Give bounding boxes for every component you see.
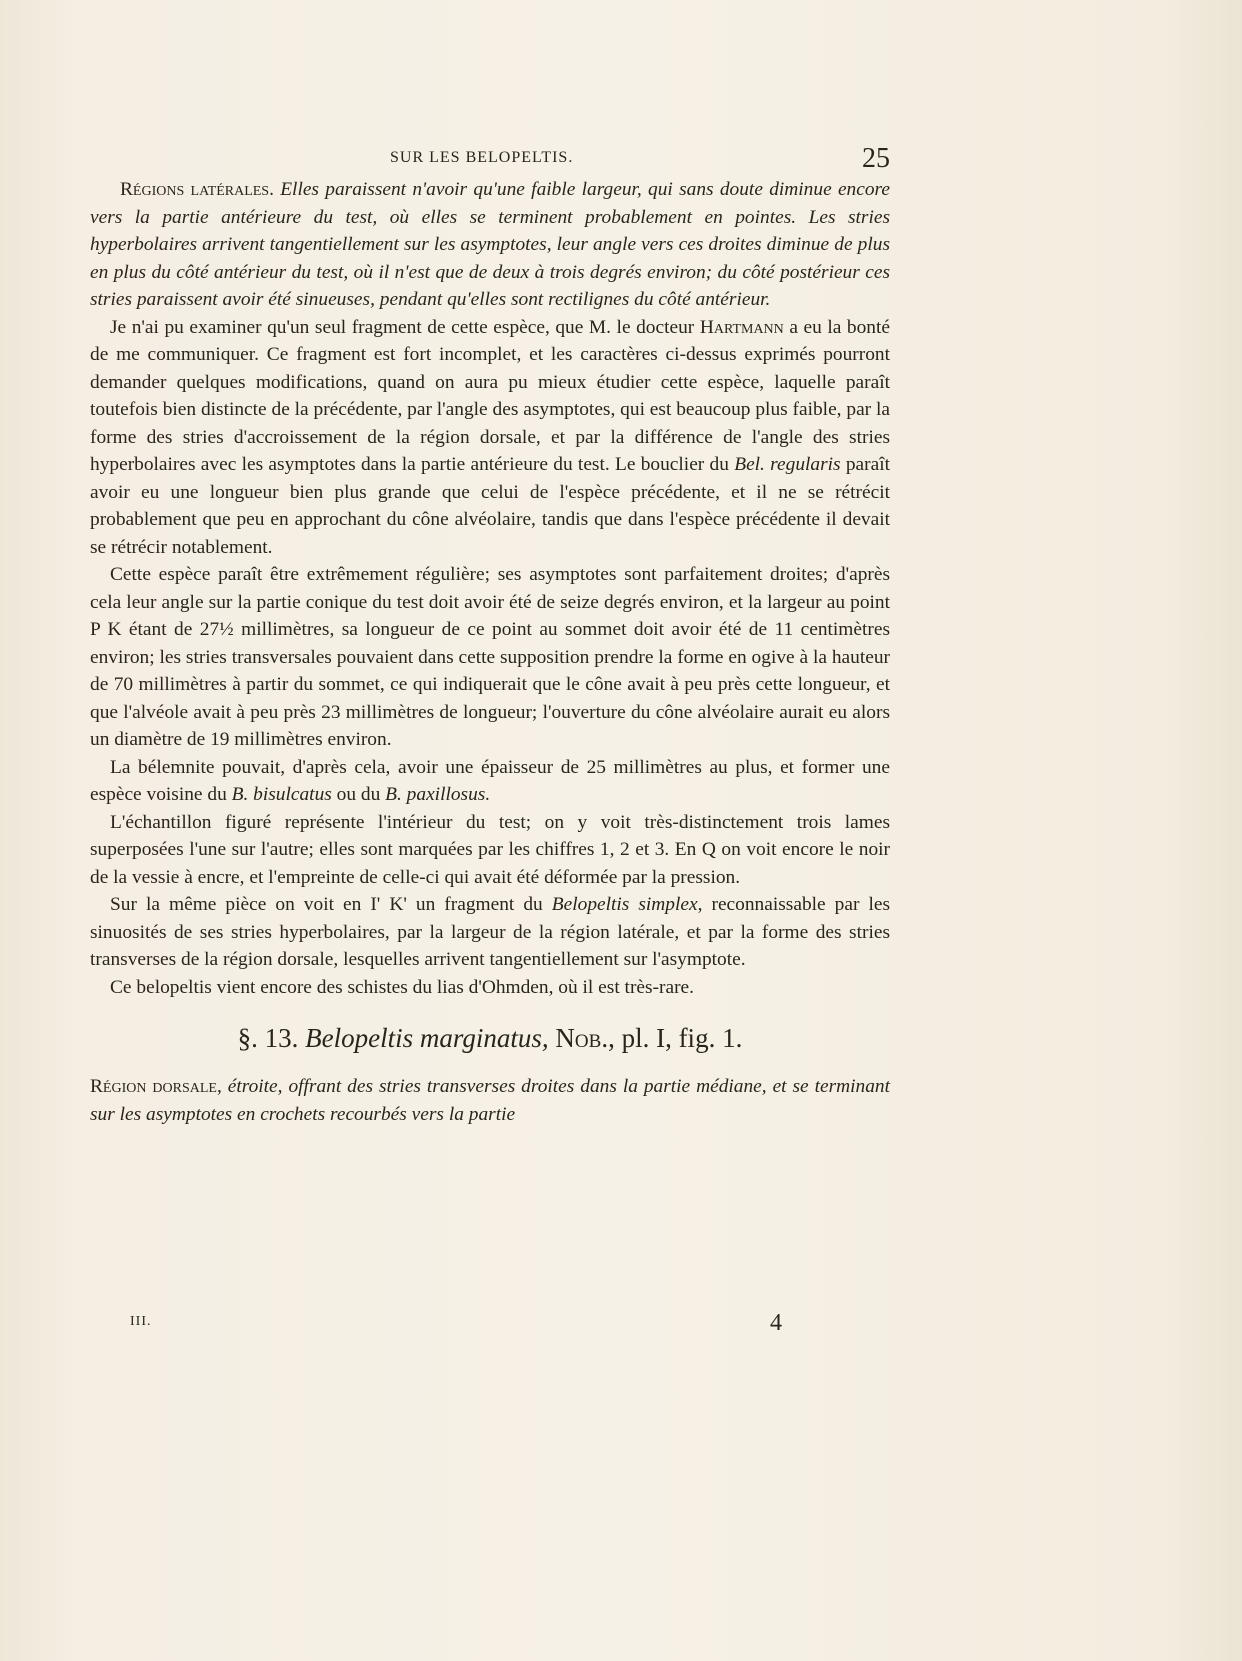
paragraph-text: étroite, offrant des stries transverses droites dans la partie médiane, et se terminant sur les asymptotes en crochets recourbés vers la partie	[90, 1076, 890, 1125]
signature-mark: III.	[130, 1314, 152, 1329]
paragraph-belemnite	[90, 754, 890, 809]
species-name: B. paxillosus.	[385, 784, 491, 805]
page-body	[90, 176, 890, 1128]
paragraph-specimen: L'échantillon figuré représente l'intérieur du test; on y voit très-distinctement trois lames superposées l'une sur l'autre; elles sont marquées par les chiffres 1, 2 et 3. En Q on voit encore le noir de la vessie à encre, et l'empreinte de celle-ci qui avait été déformée par la pression.	[90, 811, 890, 888]
running-head	[90, 143, 890, 177]
text-run: Je n'ai pu examiner qu'un seul fragment de cette espèce, que M. le docteur	[110, 316, 700, 338]
section-authority: Nob.	[555, 1023, 609, 1053]
species-name: Bel. regularis	[734, 454, 841, 475]
paragraph-text: Elles paraissent n'avoir qu'une faible largeur, qui sans doute diminue encore vers la partie antérieure du test, où elles se terminent probablement en pointes. Les stries hyperbolaires arrivent tangentiellement sur les asymptotes, leur angle vers ces droites diminue de plus en plus du côté antérieur du test, où il n'est que de deux à trois degrés environ; du côté postérieur ces stries paraissent avoir été sinueuses, pendant qu'elles sont rectilignes du côté antérieur.	[90, 179, 890, 310]
paragraph-label: Régions latérales.	[120, 179, 274, 200]
text-run: La bélemnite pouvait, d'après cela, avoir une épaisseur de 25 millimètres au plus, et former une espèce voisine du	[90, 756, 890, 805]
running-title: SUR LES BELOPELTIS.	[390, 149, 574, 166]
text-run: , reconnaissable par les sinuosités de ses stries hyperbolaires, par la largeur de la région latérale, et par la forme des stries transverses de la région dorsale, lesquelles arrivent tangentiellement sur l'asymptote.	[90, 894, 891, 970]
text-run: Sur la même pièce on voit en I' K' un fragment du	[110, 894, 552, 915]
paragraph-locality: Ce belopeltis vient encore des schistes du lias d'Ohmden, où il est très-rare.	[110, 976, 694, 998]
page-number: 25	[862, 143, 890, 174]
paragraph-examination	[90, 314, 890, 562]
page-footer	[130, 1310, 830, 1340]
person-name: Hartmann	[699, 316, 784, 338]
species-name: B. bisulcatus	[231, 784, 332, 805]
section-number: §. 13.	[237, 1023, 299, 1053]
section-plate: , pl. I, fig. 1.	[608, 1023, 743, 1053]
paragraph-dorsal-region	[90, 1073, 890, 1128]
text-run: a eu la bonté de me communiquer. Ce fragment est fort incomplet, et les caractères ci-dessus exprimés pourront demander quelques modifications, quand on aura pu mieux étudier cette espèce, laquelle paraît toutefois bien distincte de la précédente, par l'angle des asymptotes, qui est beaucoup plus faible, par la forme des stries d'accroissement de la région dorsale, et par la différence de l'angle des stries hyperbolaires avec les asymptotes dans la partie antérieure du test. Le bouclier du	[90, 316, 890, 475]
text-run: ou du	[331, 784, 386, 805]
gathering-number: 4	[770, 1310, 782, 1336]
paragraph-same-piece	[90, 891, 890, 974]
paragraph-regularity: Cette espèce paraît être extrêmement régulière; ses asymptotes sont parfaitement droites; d'après cela leur angle sur la partie conique du test doit avoir été de seize degrés environ, et la largeur au point P K étant de 27½ millimètres, sa longueur de ce point au sommet doit avoir été de 11 centimètres environ; les stries transversales pouvaient dans cette supposition prendre la forme en ogive à la hauteur de 70 millimètres à partir du sommet, ce qui indiquerait que le cône avait à peu près cette longueur, et que l'alvéole avait à peu près 23 millimètres de longueur; l'ouverture du cône alvéolaire aurait eu alors un diamètre de 19 millimètres environ.	[90, 564, 890, 750]
paragraph-lateral-regions	[90, 176, 890, 314]
paragraph-label: Région dorsale,	[90, 1076, 222, 1097]
section-species: Belopeltis marginatus,	[305, 1023, 549, 1053]
text-run: paraît avoir eu une longueur bien plus grande que celui de l'espèce précédente, et il ne se rétrécit probablement que peu en approchant du cône alvéolaire, tandis que dans l'espèce précédente il devait se rétrécir notablement.	[90, 454, 890, 558]
species-name: Belopeltis simplex	[551, 894, 698, 915]
section-heading	[90, 1021, 890, 1055]
